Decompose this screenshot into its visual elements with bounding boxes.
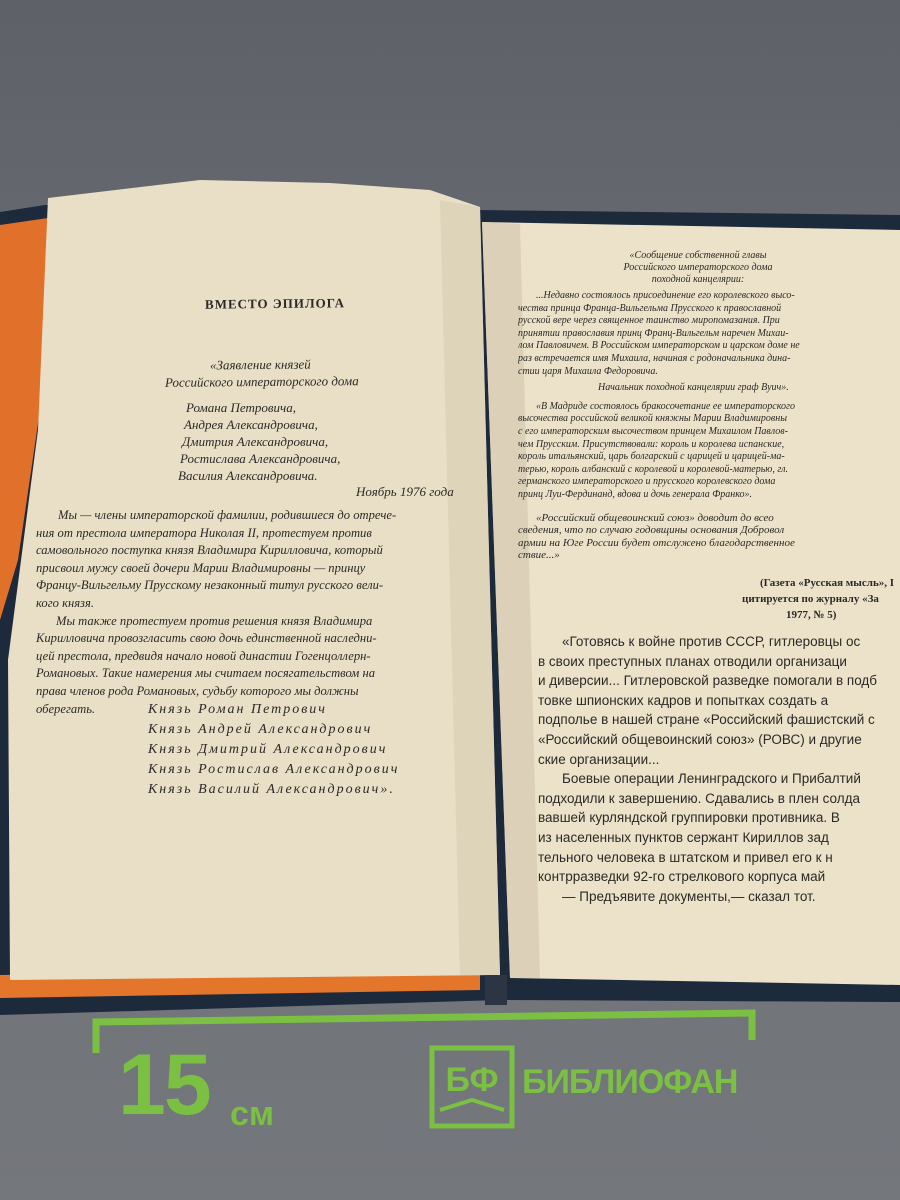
statement-date: Ноябрь 1976 года bbox=[356, 484, 454, 499]
logo-letters: БФ bbox=[445, 1061, 499, 1099]
signature-line: Князь Ростислав Александрович bbox=[148, 762, 400, 777]
header-line: походной канцелярии: bbox=[651, 274, 745, 285]
small-line: ствие...» bbox=[518, 549, 560, 562]
body-line: «Готовясь к войне против СССР, гитлеровцы ос bbox=[562, 634, 861, 649]
small-line: терью, король албанский с королевой и королевой-матерью, гл. bbox=[518, 463, 788, 475]
paragraph-line: права членов рода Романовых, судьбу которого мы должны bbox=[36, 683, 359, 698]
statement-title-line-2: Российского императорского дома bbox=[164, 373, 359, 390]
body-line: «Российский общевоинский союз» (РОВС) и другие bbox=[538, 731, 862, 747]
right-body-text bbox=[538, 632, 900, 906]
signature-line: Князь Роман Петрович bbox=[148, 702, 327, 717]
paragraph-line: Францу-Вильгельму Прусскому незаконный титул русского вели- bbox=[36, 578, 384, 593]
right-small-text bbox=[518, 290, 898, 562]
paragraph-line: цей престола, предвидя начало новой династии Гогенцоллерн- bbox=[36, 648, 371, 663]
small-line: германского императорского и прусского королевского дома bbox=[518, 476, 776, 488]
paragraph-line: Романовых. Такие намерения мы считаем посягательством на bbox=[36, 666, 376, 681]
small-line: Начальник походной канцелярии граф Вуич». bbox=[598, 382, 789, 394]
left-paragraph bbox=[36, 507, 486, 718]
body-line: товке шпионских кадров и попытках создать а bbox=[538, 692, 829, 708]
addressee-line: Василия Александровича. bbox=[178, 468, 318, 483]
citation-line: 1977, № 5) bbox=[786, 609, 837, 621]
body-line: контрразведки 92-го стрелкового корпуса май bbox=[538, 869, 826, 885]
right-header bbox=[598, 250, 798, 286]
signature-line: Князь Андрей Александрович bbox=[148, 722, 373, 737]
addressee-line: Романа Петровича, bbox=[186, 400, 296, 415]
small-line: высочества российской великой княжны Марии Владимировны bbox=[518, 413, 787, 425]
small-line: принц Луи-Фердинанд, вдова и дочь генерала Франко». bbox=[518, 488, 753, 500]
citation-line: (Газета «Русская мысль», I bbox=[760, 577, 895, 589]
paragraph-line: ния от престола императора Николая II, протестуем против bbox=[36, 525, 372, 540]
body-line: вавшей курляндской группировки противника. В bbox=[538, 810, 840, 826]
small-line: «В Мадриде состоялось бракосочетание ее императорского bbox=[536, 400, 795, 412]
body-line: из населенных пунктов сержант Кириллов зад bbox=[538, 829, 829, 845]
small-line: сведения, что по случаю годовщины основания Добровол bbox=[518, 524, 785, 537]
statement-title-line-1: «Заявление князей bbox=[209, 356, 311, 373]
small-line: лом Павловичем. В Российском императорском и царском доме не bbox=[518, 340, 800, 352]
body-line: и диверсии... Гитлеровской разведке помогали в подб bbox=[538, 673, 878, 689]
paragraph-line: оберегать. bbox=[36, 701, 96, 716]
body-line: — Предъявите документы,— сказал тот. bbox=[562, 888, 816, 904]
signature-line: Князь Василий Александрович». bbox=[148, 782, 395, 797]
small-line: «Российский общевоинский союз» доводит до всео bbox=[536, 511, 774, 524]
citation-line: цитируется по журналу «За bbox=[742, 593, 879, 605]
logo-book-pages bbox=[440, 1100, 504, 1110]
body-line: Боевые операции Ленинградского и Прибалтий bbox=[562, 771, 861, 787]
small-line: армии на Юге России будет отслужено благодарственное bbox=[518, 536, 795, 549]
paragraph-line: Мы — члены императорской фамилии, родившиеся до отрече- bbox=[58, 508, 397, 522]
signatures-block bbox=[148, 700, 399, 800]
paragraph-line: самовольного поступка князя Владимира Кирилловича, который bbox=[36, 543, 383, 558]
header-line: Российского императорского дома bbox=[623, 262, 773, 273]
signature-line: Князь Дмитрий Александрович bbox=[148, 742, 388, 757]
body-line: подходили к завершению. Сдавались в плен солда bbox=[538, 790, 860, 806]
body-line: в своих преступных планах отводили организаци bbox=[538, 653, 847, 669]
small-line: с его императорским высочеством принцем Михаилом Павлов- bbox=[518, 425, 788, 437]
paragraph-line: Мы также протестуем против решения князя Владимира bbox=[56, 613, 373, 628]
left-heading: ВМЕСТО ЭПИЛОГА bbox=[204, 295, 346, 312]
addressee-line: Андрея Александровича, bbox=[184, 417, 318, 432]
addressee-line: Дмитрия Александровича, bbox=[182, 434, 329, 449]
small-line: чества принца Франца-Вильгельма Прусского к православной bbox=[518, 302, 782, 314]
spine-bottom bbox=[485, 975, 507, 1005]
body-line: ские организации... bbox=[538, 751, 660, 767]
small-line: король итальянский, царь болгарский с царицей и царицей-ма- bbox=[518, 451, 785, 463]
body-line: тельного человека в штатском и привел его к н bbox=[538, 849, 833, 865]
header-line: «Сообщение собственной главы bbox=[629, 250, 767, 261]
paragraph-line: кого князя. bbox=[36, 595, 94, 610]
paragraph-line: Кирилловича провозгласить свою дочь единственной наследни- bbox=[36, 631, 377, 646]
small-line: чем Прусским. Присутствовали: король и королева испанские, bbox=[518, 438, 785, 450]
size-unit: см bbox=[230, 1095, 275, 1133]
body-line: подполье в нашей стране «Российский фашистский с bbox=[538, 712, 875, 728]
small-line: раз встречается имя Михаила, начиная с родоначальника дина- bbox=[518, 352, 791, 364]
brand-name: БИБЛИОФАН bbox=[522, 1063, 738, 1101]
addressee-line: Ростислава Александровича, bbox=[180, 451, 341, 466]
small-line: русской вере через священное таинство миропомазания. При bbox=[518, 315, 780, 327]
small-line: ...Недавно состоялось присоединение его королевского высо- bbox=[536, 290, 795, 301]
citation-block bbox=[730, 575, 900, 623]
small-line: стии царя Михаила Федоровича. bbox=[518, 365, 658, 377]
size-number: 15 bbox=[118, 1037, 210, 1133]
paragraph-line: присвоил мужу своей дочери Марии Владимировны — принцу bbox=[36, 560, 366, 575]
small-line: принятии православия принц Франц-Вильгельм наречен Михаи- bbox=[518, 327, 789, 339]
